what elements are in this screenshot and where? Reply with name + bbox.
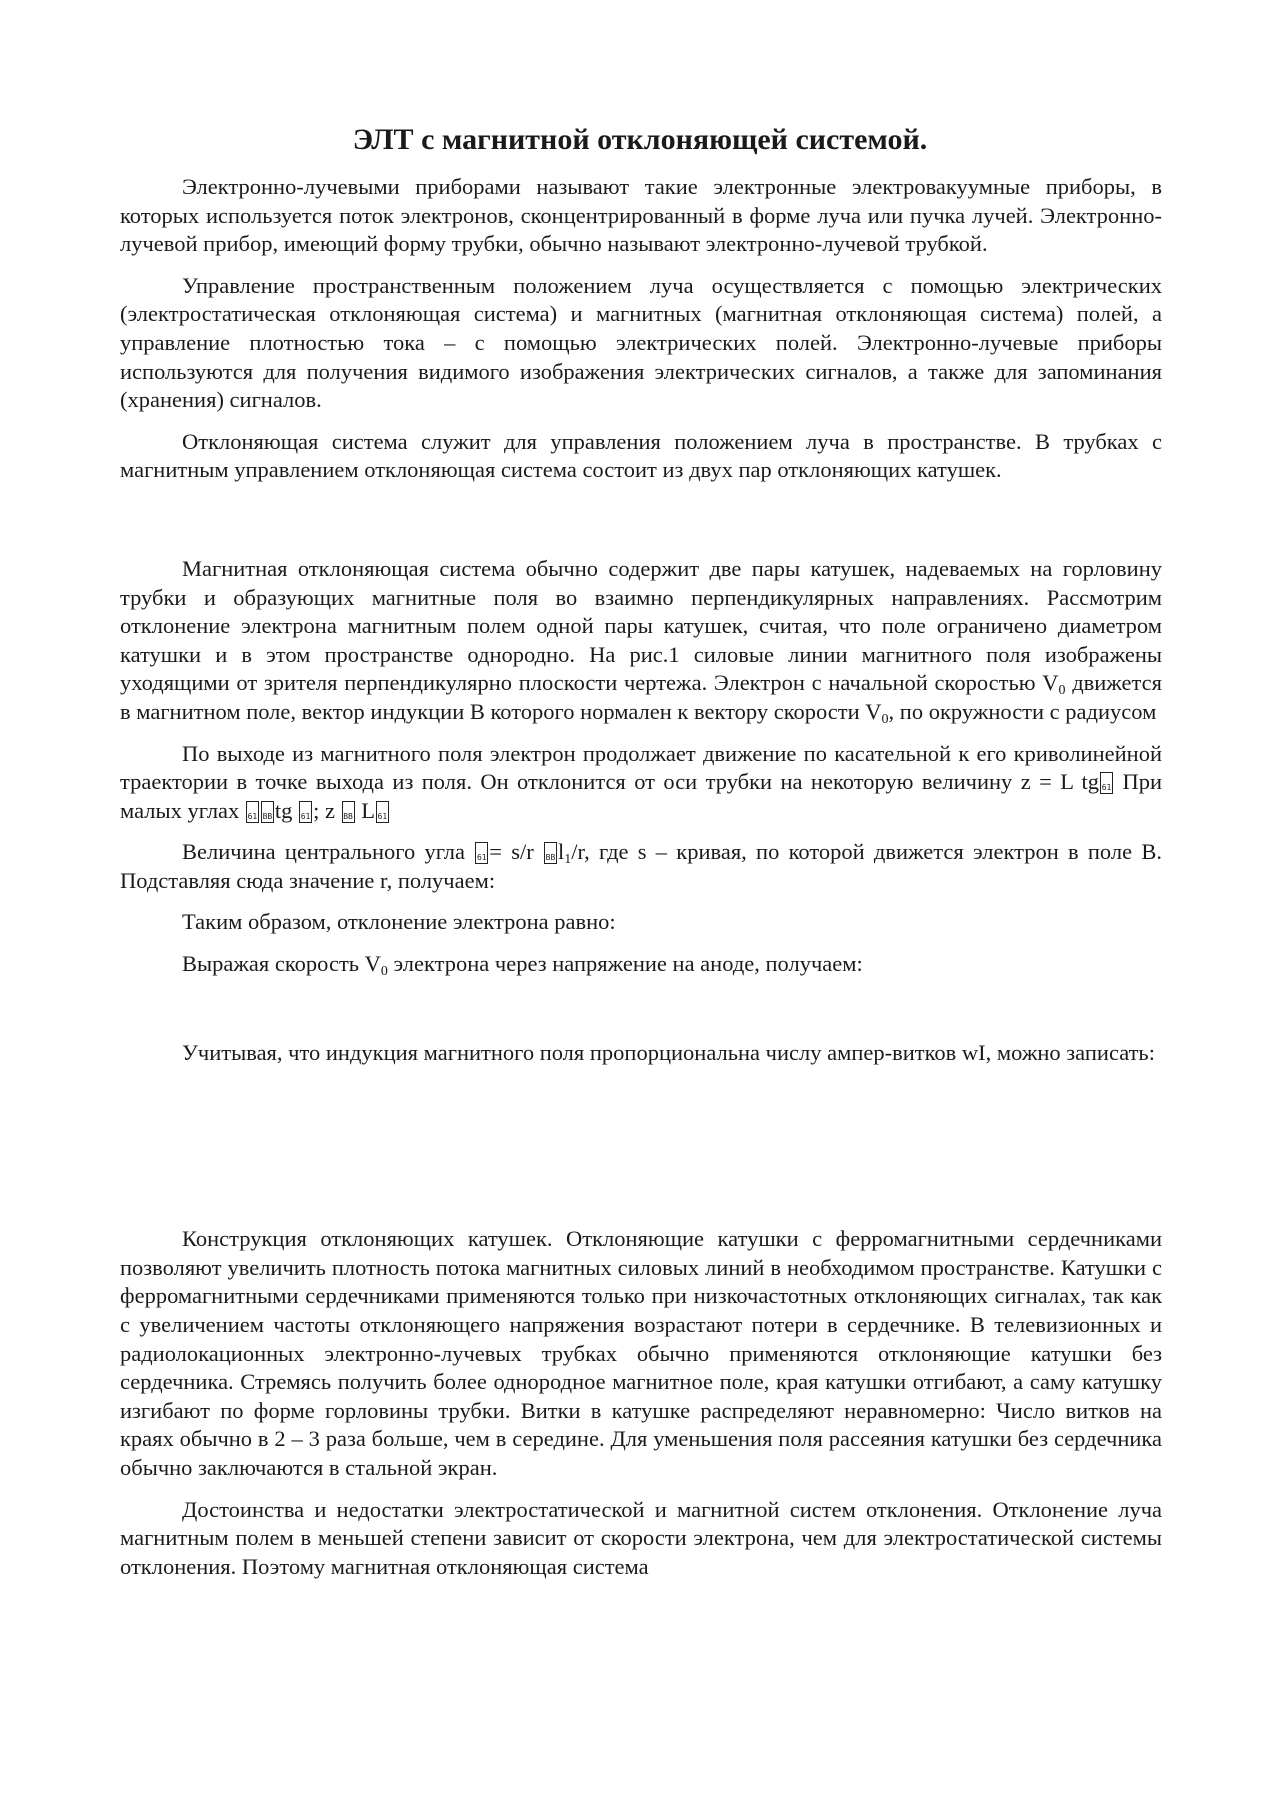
paragraph-8: [120, 950, 1162, 979]
p6-text-1: Величина центрального угла: [182, 839, 475, 865]
p5-text-2: При малых углах: [120, 769, 1162, 823]
p8-sub-1: 0: [380, 964, 388, 980]
p6-sub-1: 1: [564, 852, 572, 868]
missing-glyph-icon: BB: [342, 801, 355, 823]
paragraph-6: [120, 838, 1162, 895]
p5-text-4: ; z: [313, 797, 341, 823]
p8-text-1: Выражая скорость V: [182, 951, 381, 977]
p6-text-4: /r, где s – кривая, по которой движется электрон в поле B. Подставляя сюда значение r, получаем:: [120, 839, 1162, 893]
missing-glyph-icon: 61: [475, 842, 488, 864]
p4-text-2: движется в магнитном поле, вектор индукции B которого нормален к вектору скорости V: [120, 670, 1162, 724]
missing-glyph-icon: 61: [1100, 772, 1113, 794]
paragraph-1: Электронно-лучевыми приборами называют такие электронные электровакуумные приборы, в которых используется поток электронов, сконцентрированный в форме луча или пучка лучей. Электронно-лучевой прибор, имеющий форму трубки, обычно называют электронно-лучевой трубкой.: [120, 174, 1162, 257]
p4-sub-1: 0: [1058, 683, 1066, 699]
p8-text-2: электрона через напряжение на аноде, получаем:: [387, 951, 863, 977]
missing-glyph-icon: 61: [376, 801, 389, 823]
paragraph-2: Управление пространственным положением луча осуществляется с помощью электрических (электростатическая отклоняющая система) и магнитных (магнитная отклоняющая система) полей, а управление плотностью тока – с помощью электрических полей. Электронно-лучевые приборы используются для получения видимого изображения электрических сигналов, а также для запоминания (хранения) сигналов.: [120, 272, 1162, 413]
p6-text-2: = s/r: [489, 839, 543, 865]
paragraph-4: [120, 555, 1162, 727]
p4-text-3: , по окружности с радиусом: [888, 698, 1157, 724]
p5-text-1: По выходе из магнитного поля электрон продолжает движение по касательной к его криволинейной траектории в точке выхода из поля. Он отклонится от оси трубки на некоторую величину z = L tg: [120, 740, 1162, 795]
document-body: [120, 173, 1162, 1594]
paragraph-9: Учитывая, что индукция магнитного поля пропорциональна числу ампер-витков wI, можно записать:: [182, 1039, 1155, 1065]
missing-glyph-icon: BB: [261, 801, 274, 823]
document-title: ЭЛТ с магнитной отклоняющей системой.: [352, 123, 928, 156]
paragraph-5: [120, 740, 1162, 826]
p6-text-3: l: [557, 839, 565, 865]
paragraph-7: Таким образом, отклонение электрона равно:: [182, 909, 616, 935]
p4-sub-2: 0: [881, 711, 889, 727]
paragraph-10: Конструкция отклоняющих катушек. Отклоняющие катушки с ферромагнитными сердечниками позволяют увеличить плотность потока магнитных силовых линий в необходимом пространстве. Катушки с ферромагнитными сердечниками применяются только при низкочастотных отклоняющих сигналах, так как с увеличением частоты отклоняющего напряжения возрастают потери в сердечнике. В телевизионных и радиолокационных электронно-лучевых трубках обычно применяются отклоняющие катушки без сердечника. Стремясь получить более однородное магнитное поле, края катушки отгибают, а саму катушку изгибают по форме горловины трубки. Витки в катушке распределяют неравномерно: Число витков на краях обычно в 2 – 3 раза больше, чем в середине. Для уменьшения поля рассеяния катушки без сердечника обычно заключаются в стальной экран.: [120, 1226, 1162, 1480]
paragraph-3: Отклоняющая система служит для управления положением луча в пространстве. В трубках с магнитным управлением отклоняющая система состоит из двух пар отклоняющих катушек.: [120, 428, 1162, 483]
paragraph-11: Достоинства и недостатки электростатической и магнитной систем отклонения. Отклонение луча магнитным полем в меньшей степени зависит от скорости электрона, чем для электростатической системы отклонения. Поэтому магнитная отклоняющая система: [120, 1496, 1162, 1579]
p5-text-5: L: [355, 797, 375, 823]
missing-glyph-icon: 61: [299, 801, 312, 823]
missing-glyph-icon: BB: [544, 842, 557, 864]
p4-text-1: Магнитная отклоняющая система обычно содержит две пары катушек, надеваемых на горловину трубки и образующих магнитные поля во взаимно перпендикулярных направлениях. Рассмотрим отклонение электрона магнитным полем одной пары катушек, считая, что поле ограничено диаметром катушки и в этом пространстве однородно. На рис.1 силовые линии магнитного поля изображены уходящими от зрителя перпендикулярно плоскости чертежа. Электрон с начальной скоростью V: [120, 555, 1162, 696]
missing-glyph-icon: 61: [246, 801, 259, 823]
p5-text-3: tg: [274, 797, 299, 823]
